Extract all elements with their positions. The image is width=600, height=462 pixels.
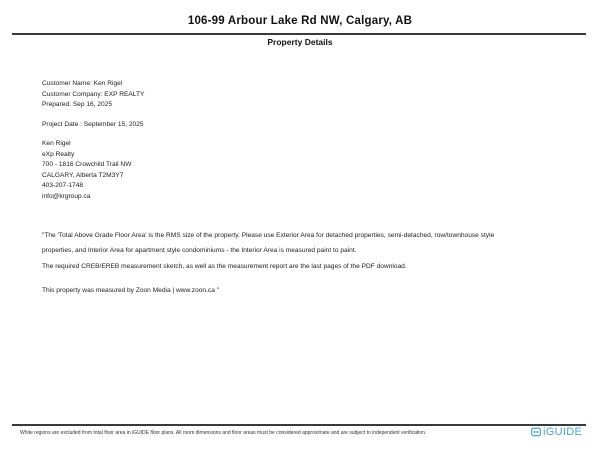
- iguide-logo: [531, 426, 582, 438]
- customer-name-line: Customer Name: Ken Rigel: [42, 80, 123, 87]
- contact-info-block: [42, 139, 131, 202]
- rms-note-paragraph: [42, 229, 494, 258]
- page-subtitle: Property Details: [267, 37, 333, 47]
- measurement-sketch-paragraph: The required CREB/EREB measurement sketch, as well as the measurement report are the last pages of the PDF download.: [42, 263, 407, 270]
- contact-company-line: eXp Realty: [42, 150, 75, 158]
- contact-email-line: info@krgroup.ca: [42, 192, 91, 200]
- customer-info-block: [42, 79, 144, 111]
- rms-note-line-2: properties, and Interior Area for apartment style condominiums - the Interior Area is measured paint to paint.: [42, 246, 357, 254]
- page-title: 106-99 Arbour Lake Rd NW, Calgary, AB: [187, 15, 413, 27]
- contact-name-line: Ken Rigel: [42, 140, 71, 147]
- footer-disclaimer-text: White regions are excluded from total floor area in iGUIDE floor plans. All room dimensions and floor areas must be considered approximate and are subject to independent verification.: [20, 430, 427, 436]
- contact-city-line: CALGARY, Alberta T2M3Y7: [42, 171, 124, 179]
- iguide-logo-icon: [531, 427, 541, 437]
- project-date-line: Project Date : September 15, 2025: [42, 121, 144, 128]
- footer-divider: [12, 424, 586, 426]
- rms-note-line-1: "The 'Total Above Grade Floor Area' is the RMS size of the property. Please use Exterior Area for detached properties, semi-detached, row/townhouse style: [42, 232, 495, 239]
- iguide-logo-text: iGUIDE: [543, 426, 583, 438]
- measured-by-paragraph: This property was measured by Zoon Media | www.zoon.ca ": [42, 287, 220, 294]
- header-divider: [12, 33, 586, 35]
- customer-company-line: Customer Company: EXP REALTY: [42, 90, 145, 98]
- contact-street-line: 700 - 1816 Crowchild Trail NW: [42, 161, 132, 168]
- prepared-date-line: Prepared: Sep 16, 2025: [42, 101, 113, 108]
- contact-phone-line: 403-207-1748: [42, 182, 84, 189]
